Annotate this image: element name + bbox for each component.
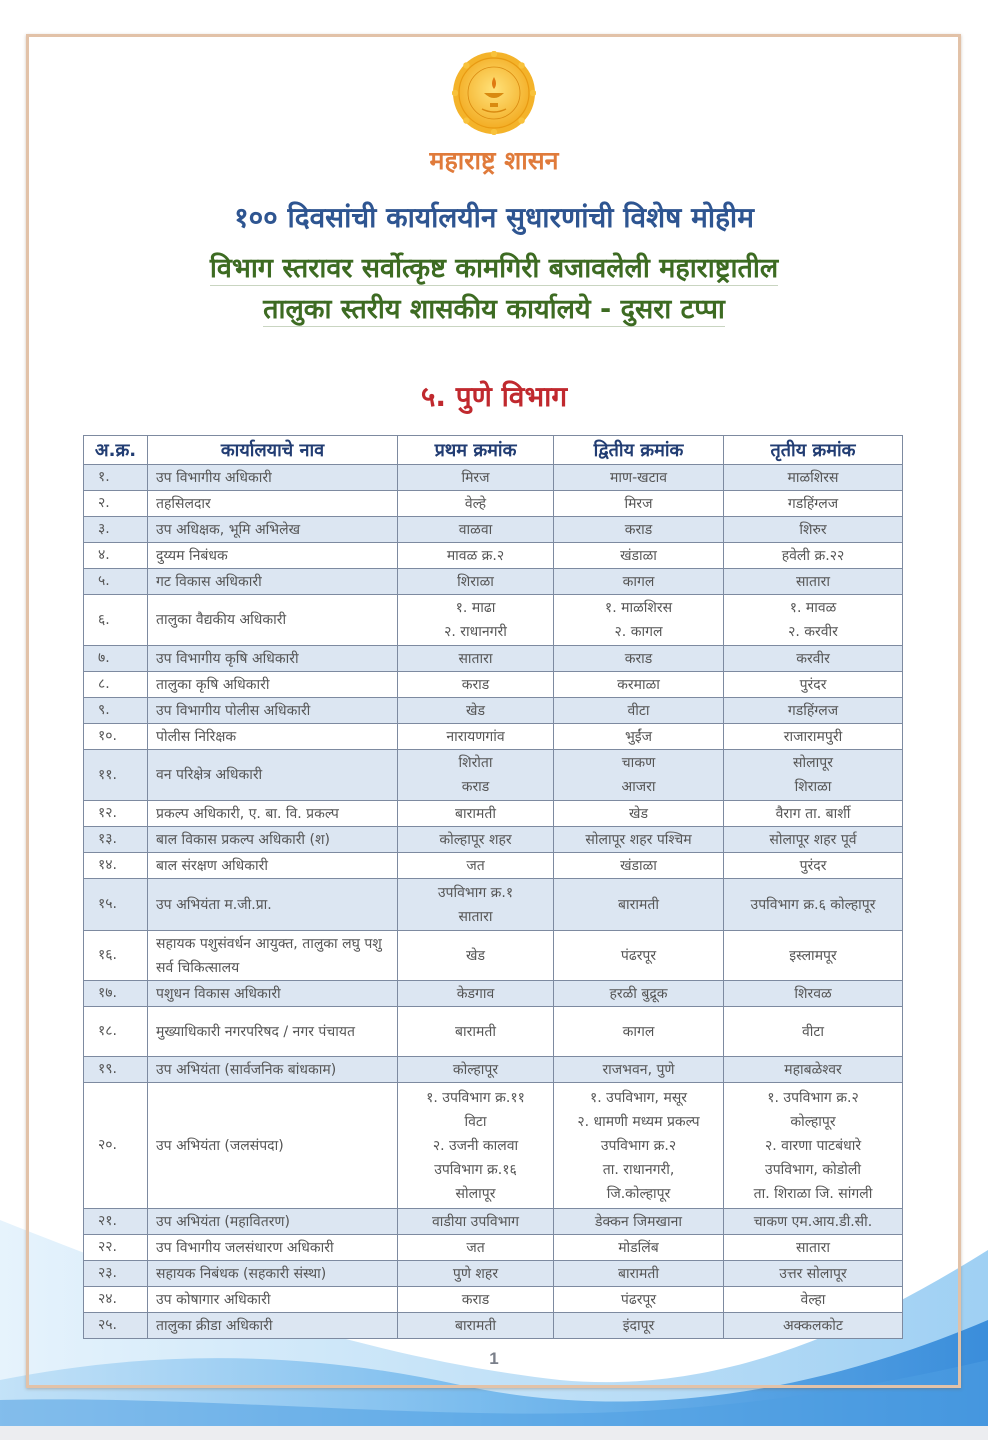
third-rank-value: सातारा xyxy=(795,573,831,590)
second-rank-value: हरळी बुद्रूक xyxy=(609,985,668,1002)
table-body xyxy=(84,465,903,1339)
third-rank-value: उत्तर सोलापूर xyxy=(779,1265,847,1282)
second-rank-cell xyxy=(554,1313,724,1339)
first-rank-value: कराड xyxy=(461,1291,490,1308)
table-row xyxy=(84,801,903,827)
second-rank-cell xyxy=(554,1209,724,1235)
third-rank-cell xyxy=(724,879,903,931)
third-rank-cell xyxy=(724,724,903,750)
first-rank-cell xyxy=(398,1313,554,1339)
third-rank-value: सोलापूर शहर पूर्व xyxy=(769,831,857,848)
first-rank-cell xyxy=(398,1235,554,1261)
table-row xyxy=(84,853,903,879)
third-rank-value: २. वारणा पाटबंधारे xyxy=(764,1137,862,1154)
office-name-cell: मुख्याधिकारी नगरपरिषद / नगर पंचायत xyxy=(148,1007,398,1057)
header-serial-no: अ.क्र. xyxy=(84,436,148,465)
table-row xyxy=(84,1313,903,1339)
third-rank-value: हवेली क्र.२२ xyxy=(781,547,845,564)
first-rank-value: केडगाव xyxy=(456,985,495,1002)
division-heading: ५. पुणे विभाग xyxy=(420,380,568,413)
first-rank-cell xyxy=(398,1287,554,1313)
office-name-cell: उप विभागीय पोलीस अधिकारी xyxy=(148,698,398,724)
third-rank-value: वेल्हा xyxy=(800,1291,826,1308)
first-rank-value: उपविभाग क्र.१ xyxy=(437,884,514,901)
second-rank-cell xyxy=(554,491,724,517)
first-rank-cell xyxy=(398,491,554,517)
third-rank-value: सोलापूर xyxy=(793,755,833,771)
first-rank-cell xyxy=(398,827,554,853)
third-rank-value: चाकण एम.आय.डी.सी. xyxy=(753,1213,873,1230)
table-row xyxy=(84,595,903,646)
first-rank-value: वाडीया उपविभाग xyxy=(431,1213,520,1230)
third-rank-cell xyxy=(724,853,903,879)
third-rank-value: वैराग ता. बार्शी xyxy=(775,805,851,822)
office-name-cell: पोलीस निरिक्षक xyxy=(148,724,398,750)
serial-number-cell: १०. xyxy=(84,724,148,750)
first-rank-value: सातारा xyxy=(458,650,493,667)
office-name-cell: सहायक निबंधक (सहकारी संस्था) xyxy=(148,1261,398,1287)
office-name-cell: दुय्यम निबंधक xyxy=(148,543,398,569)
government-name: महाराष्ट्र शासन xyxy=(429,146,559,175)
first-rank-value: २. राधानगरी xyxy=(444,624,507,640)
first-rank-cell xyxy=(398,724,554,750)
first-rank-value: बारामती xyxy=(455,1023,496,1040)
first-rank-value: जत xyxy=(466,857,485,874)
first-rank-cell xyxy=(398,1007,554,1057)
second-rank-value: बारामती xyxy=(618,896,659,913)
second-rank-value: पंढरपूर xyxy=(620,1291,657,1308)
second-rank-value: पंढरपूर xyxy=(620,947,657,964)
table-row xyxy=(84,879,903,931)
third-rank-cell xyxy=(724,698,903,724)
subtitle-line-1-text: विभाग स्तरावर सर्वोत्कृष्ट कामगिरी बजावलेली महाराष्ट्रातील xyxy=(209,253,779,284)
third-rank-cell xyxy=(724,491,903,517)
office-name-cell: सहायक पशुसंवर्धन आयुक्त, तालुका लघु पशु सर्व चिकित्सालय xyxy=(148,931,398,981)
serial-number-cell: ५. xyxy=(84,569,148,595)
serial-number-cell: ३. xyxy=(84,517,148,543)
third-rank-cell xyxy=(724,1057,903,1083)
table-row xyxy=(84,1209,903,1235)
table-row xyxy=(84,931,903,981)
serial-number-cell: २५. xyxy=(84,1313,148,1339)
third-rank-cell xyxy=(724,465,903,491)
second-rank-value: १. माळशिरस xyxy=(604,600,673,616)
second-rank-value: २. कागल xyxy=(614,624,663,640)
first-rank-value: २. उजनी कालवा xyxy=(432,1137,519,1154)
third-rank-value: अक्कलकोट xyxy=(782,1317,843,1334)
table-row xyxy=(84,569,903,595)
second-rank-cell xyxy=(554,879,724,931)
serial-number-cell: २. xyxy=(84,491,148,517)
serial-number-cell: १९. xyxy=(84,1057,148,1083)
third-rank-cell xyxy=(724,827,903,853)
second-rank-value: ता. राधानगरी, xyxy=(602,1161,675,1178)
second-rank-value: वीटा xyxy=(627,702,650,719)
second-rank-cell xyxy=(554,1235,724,1261)
serial-number-cell: ४. xyxy=(84,543,148,569)
second-rank-cell xyxy=(554,595,724,646)
maharashtra-government-seal-icon xyxy=(452,51,536,135)
first-rank-cell xyxy=(398,801,554,827)
table-row xyxy=(84,672,903,698)
third-rank-cell xyxy=(724,595,903,646)
second-rank-value: १. उपविभाग, मसूर xyxy=(589,1089,688,1106)
third-rank-value: शिरुर xyxy=(799,521,827,538)
second-rank-cell xyxy=(554,646,724,672)
third-rank-value: पुरंदर xyxy=(799,857,827,874)
third-rank-value: गडहिंग्लज xyxy=(787,702,839,719)
second-rank-cell xyxy=(554,801,724,827)
second-rank-value: भुईंज xyxy=(624,728,653,745)
third-rank-cell xyxy=(724,1007,903,1057)
first-rank-value: मावळ क्र.२ xyxy=(446,547,505,564)
first-rank-cell xyxy=(398,750,554,801)
table-row xyxy=(84,827,903,853)
third-rank-value: माळशिरस xyxy=(787,469,839,486)
first-rank-value: वाळवा xyxy=(458,521,493,538)
serial-number-cell: ७. xyxy=(84,646,148,672)
serial-number-cell: ११. xyxy=(84,750,148,801)
office-name-cell: उप अभियंता (जलसंपदा) xyxy=(148,1083,398,1209)
first-rank-value: विटा xyxy=(464,1113,487,1130)
first-rank-cell xyxy=(398,1209,554,1235)
office-name-cell: उप अभियंता (महावितरण) xyxy=(148,1209,398,1235)
office-name-cell: उप अभियंता (सार्वजनिक बांधकाम) xyxy=(148,1057,398,1083)
second-rank-value: मोडलिंब xyxy=(618,1239,659,1256)
first-rank-value: कोल्हापूर xyxy=(452,1061,499,1078)
third-rank-cell xyxy=(724,1313,903,1339)
first-rank-value: उपविभाग क्र.१६ xyxy=(434,1161,517,1178)
office-name-cell: उप विभागीय अधिकारी xyxy=(148,465,398,491)
serial-number-cell: ८. xyxy=(84,672,148,698)
third-rank-value: २. करवीर xyxy=(788,624,838,640)
second-rank-value: मिरज xyxy=(624,495,653,512)
second-rank-value: खेड xyxy=(629,805,648,822)
second-rank-cell xyxy=(554,672,724,698)
second-rank-value: राजभवन, पुणे xyxy=(602,1061,675,1078)
third-rank-cell xyxy=(724,801,903,827)
header-third-rank: तृतीय क्रमांक xyxy=(724,436,903,465)
second-rank-cell xyxy=(554,1083,724,1209)
third-rank-value: ता. शिराळा जि. सांगली xyxy=(753,1185,873,1202)
serial-number-cell: १४. xyxy=(84,853,148,879)
second-rank-value: डेक्कन जिमखाना xyxy=(595,1213,682,1230)
second-rank-value: इंदापूर xyxy=(622,1317,655,1334)
second-rank-cell xyxy=(554,543,724,569)
second-rank-cell xyxy=(554,931,724,981)
office-name-cell: गट विकास अधिकारी xyxy=(148,569,398,595)
second-rank-value: उपविभाग क्र.२ xyxy=(600,1137,677,1154)
table-row xyxy=(84,543,903,569)
third-rank-cell xyxy=(724,1083,903,1209)
first-rank-value: कोल्हापूर शहर xyxy=(439,831,512,848)
first-rank-cell xyxy=(398,465,554,491)
third-rank-value: इस्लामपूर xyxy=(789,947,837,964)
third-rank-value: १. मावळ xyxy=(789,600,837,616)
first-rank-value: कराड xyxy=(461,779,490,795)
third-rank-cell xyxy=(724,646,903,672)
office-name-cell: उप अधिक्षक, भूमि अभिलेख xyxy=(148,517,398,543)
first-rank-cell xyxy=(398,853,554,879)
table-row xyxy=(84,646,903,672)
second-rank-value: सोलापूर शहर पश्चिम xyxy=(585,831,692,848)
office-name-cell: तालुका कृषि अधिकारी xyxy=(148,672,398,698)
second-rank-value: कागल xyxy=(622,1023,655,1040)
serial-number-cell: २२. xyxy=(84,1235,148,1261)
first-rank-value: शिरोता xyxy=(458,755,493,771)
office-name-cell: प्रकल्प अधिकारी, ए. बा. वि. प्रकल्प xyxy=(148,801,398,827)
table-row xyxy=(84,1057,903,1083)
first-rank-cell xyxy=(398,931,554,981)
office-name-cell: उप विभागीय जलसंधारण अधिकारी xyxy=(148,1235,398,1261)
office-name-cell: बाल संरक्षण अधिकारी xyxy=(148,853,398,879)
first-rank-cell xyxy=(398,569,554,595)
first-rank-cell xyxy=(398,879,554,931)
table-row xyxy=(84,724,903,750)
first-rank-cell xyxy=(398,517,554,543)
third-rank-cell xyxy=(724,517,903,543)
header-second-rank: द्वितीय क्रमांक xyxy=(554,436,724,465)
third-rank-cell xyxy=(724,750,903,801)
header-office-name: कार्यालयाचे नाव xyxy=(148,436,398,465)
office-name-cell: तालुका वैद्यकीय अधिकारी xyxy=(148,595,398,646)
third-rank-cell xyxy=(724,1209,903,1235)
first-rank-value: नारायणगांव xyxy=(446,728,505,745)
second-rank-value: करमाळा xyxy=(617,676,660,693)
first-rank-cell xyxy=(398,981,554,1007)
third-rank-cell xyxy=(724,1287,903,1313)
third-rank-value: कोल्हापूर xyxy=(790,1113,836,1130)
first-rank-value: सोलापूर xyxy=(455,1185,496,1202)
second-rank-cell xyxy=(554,465,724,491)
page-number: 1 xyxy=(489,1349,499,1368)
third-rank-value: वीटा xyxy=(801,1023,825,1040)
third-rank-cell xyxy=(724,981,903,1007)
office-ranking-table xyxy=(83,435,903,1339)
table-row xyxy=(84,750,903,801)
header-first-rank: प्रथम क्रमांक xyxy=(398,436,554,465)
third-rank-value: उपविभाग क्र.६ कोल्हापूर xyxy=(750,896,876,913)
table-row xyxy=(84,981,903,1007)
table-row xyxy=(84,1007,903,1057)
third-rank-cell xyxy=(724,672,903,698)
office-name-cell: बाल विकास प्रकल्प अधिकारी (श) xyxy=(148,827,398,853)
serial-number-cell: ९. xyxy=(84,698,148,724)
first-rank-cell xyxy=(398,1057,554,1083)
second-rank-cell xyxy=(554,724,724,750)
third-rank-value: शिरवळ xyxy=(794,985,832,1002)
first-rank-value: सातारा xyxy=(458,908,493,925)
serial-number-cell: २१. xyxy=(84,1209,148,1235)
second-rank-value: कागल xyxy=(622,573,655,590)
serial-number-cell: १५. xyxy=(84,879,148,931)
third-rank-value: शिराळा xyxy=(794,779,832,795)
second-rank-value: माण-खटाव xyxy=(609,469,668,486)
serial-number-cell: ६. xyxy=(84,595,148,646)
subtitle-line-2 xyxy=(0,290,988,330)
second-rank-cell xyxy=(554,853,724,879)
first-rank-value: खेड xyxy=(466,702,485,719)
second-rank-cell xyxy=(554,1057,724,1083)
first-rank-value: १. माढा xyxy=(455,600,496,616)
serial-number-cell: १२. xyxy=(84,801,148,827)
third-rank-cell xyxy=(724,1235,903,1261)
third-rank-value: उपविभाग, कोडोली xyxy=(765,1161,861,1178)
third-rank-value: १. उपविभाग क्र.२ xyxy=(767,1089,859,1106)
third-rank-value: गडहिंग्लज xyxy=(787,495,839,512)
third-rank-value: करवीर xyxy=(796,650,830,667)
third-rank-cell xyxy=(724,1261,903,1287)
serial-number-cell: १७. xyxy=(84,981,148,1007)
second-rank-cell xyxy=(554,517,724,543)
table-row xyxy=(84,517,903,543)
first-rank-value: कराड xyxy=(461,676,490,693)
table-header-row xyxy=(84,436,903,465)
serial-number-cell: २०. xyxy=(84,1083,148,1209)
serial-number-cell: २३. xyxy=(84,1261,148,1287)
office-name-cell: उप विभागीय कृषि अधिकारी xyxy=(148,646,398,672)
second-rank-value: बारामती xyxy=(618,1265,659,1282)
second-rank-value: कराड xyxy=(624,521,653,538)
office-name-cell: उप अभियंता म.जी.प्रा. xyxy=(148,879,398,931)
first-rank-value: बारामती xyxy=(455,1317,496,1334)
serial-number-cell: २४. xyxy=(84,1287,148,1313)
second-rank-value: कराड xyxy=(624,650,653,667)
table-row xyxy=(84,1261,903,1287)
second-rank-cell xyxy=(554,569,724,595)
table-row xyxy=(84,491,903,517)
office-name-cell: तहसिलदार xyxy=(148,491,398,517)
office-name-cell: वन परिक्षेत्र अधिकारी xyxy=(148,750,398,801)
first-rank-cell xyxy=(398,672,554,698)
table-row xyxy=(84,1235,903,1261)
first-rank-value: १. उपविभाग क्र.११ xyxy=(426,1089,525,1106)
first-rank-cell xyxy=(398,1083,554,1209)
first-rank-cell xyxy=(398,543,554,569)
first-rank-cell xyxy=(398,698,554,724)
first-rank-value: वेल्हे xyxy=(464,495,487,512)
serial-number-cell: १३. xyxy=(84,827,148,853)
second-rank-cell xyxy=(554,1261,724,1287)
second-rank-value: २. धामणी मध्यम प्रकल्प xyxy=(577,1113,700,1130)
table-row xyxy=(84,698,903,724)
second-rank-cell xyxy=(554,827,724,853)
serial-number-cell: १८. xyxy=(84,1007,148,1057)
second-rank-cell xyxy=(554,698,724,724)
second-rank-value: जि.कोल्हापूर xyxy=(606,1185,671,1202)
subtitle-line-1 xyxy=(0,249,988,289)
second-rank-value: खंडाळा xyxy=(620,857,657,874)
third-rank-value: पुरंदर xyxy=(799,676,827,693)
third-rank-value: राजारामपुरी xyxy=(783,728,843,745)
second-rank-cell xyxy=(554,1287,724,1313)
first-rank-value: खेड xyxy=(466,947,485,964)
first-rank-value: मिरज xyxy=(461,469,490,486)
third-rank-cell xyxy=(724,543,903,569)
first-rank-value: पुणे शहर xyxy=(452,1265,499,1282)
subtitle-line-2-text: तालुका स्तरीय शासकीय कार्यालये - दुसरा टप्पा xyxy=(263,294,725,325)
third-rank-cell xyxy=(724,569,903,595)
table-row xyxy=(84,465,903,491)
first-rank-cell xyxy=(398,1261,554,1287)
office-name-cell: उप कोषागार अधिकारी xyxy=(148,1287,398,1313)
first-rank-value: जत xyxy=(466,1239,485,1256)
table-row xyxy=(84,1083,903,1209)
third-rank-value: महाबळेश्वर xyxy=(784,1061,842,1078)
first-rank-cell xyxy=(398,646,554,672)
office-name-cell: पशुधन विकास अधिकारी xyxy=(148,981,398,1007)
first-rank-cell xyxy=(398,595,554,646)
serial-number-cell: १. xyxy=(84,465,148,491)
serial-number-cell: १६. xyxy=(84,931,148,981)
first-rank-value: बारामती xyxy=(455,805,496,822)
second-rank-cell xyxy=(554,981,724,1007)
second-rank-cell xyxy=(554,750,724,801)
second-rank-cell xyxy=(554,1007,724,1057)
first-rank-value: शिराळा xyxy=(457,573,494,590)
second-rank-value: चाकण xyxy=(621,755,656,771)
table-row xyxy=(84,1287,903,1313)
campaign-title: १०० दिवसांची कार्यालयीन सुधारणांची विशेष मोहीम xyxy=(234,201,754,234)
third-rank-value: सातारा xyxy=(795,1239,831,1256)
second-rank-value: खंडाळा xyxy=(620,547,657,564)
third-rank-cell xyxy=(724,931,903,981)
second-rank-value: आजरा xyxy=(621,779,656,795)
office-name-cell: तालुका क्रीडा अधिकारी xyxy=(148,1313,398,1339)
